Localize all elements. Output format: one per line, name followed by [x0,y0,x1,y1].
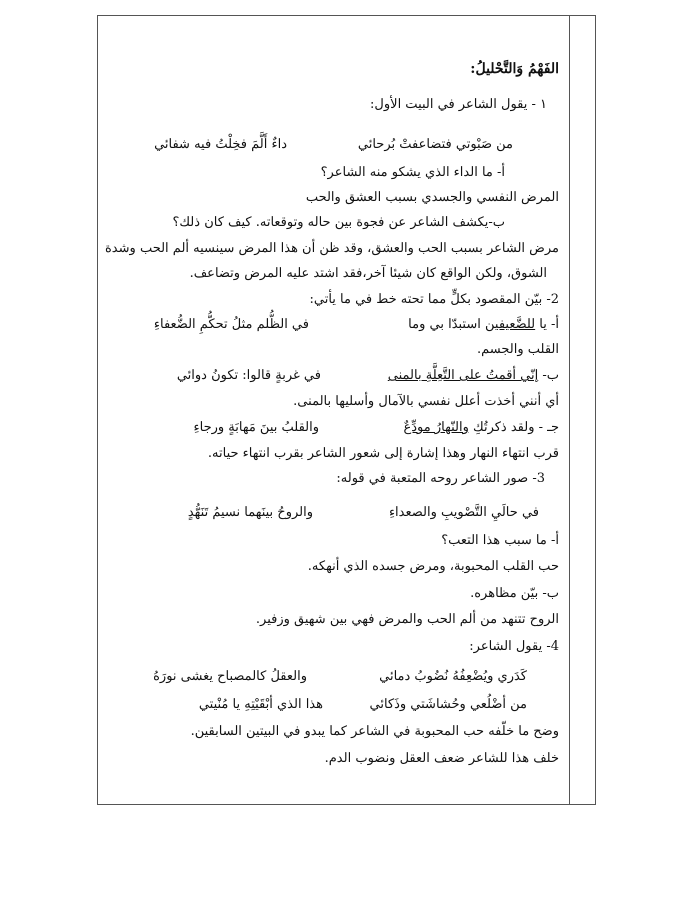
q1-a-answer: المرض النفسي والجسدي بسبب العشق والحب [305,190,559,205]
q2-a-prefix: أ- يا [535,317,559,332]
q2-c-verse-right [403,419,559,437]
q4-verse1-left: كَدَري ويُضْعِفُهُ نُضُوبُ دمائي [379,669,527,684]
q2-intro: 2- بيّن المقصود بكلٍّ مما تحته خط في ما يأتي: [309,292,559,307]
q1-b-answer-2: الشوق، ولكن الواقع كان شيئا آخر،فقد اشتد عليه المرض وتضاعف. [189,266,547,281]
q3-intro: 3- صور الشاعر روحه المتعبة في قوله: [336,471,545,486]
q1-b-answer-1: مرض الشاعر بسبب الحب والعشق، وقد ظن أن هذا المرض سينسيه ألم الحب وشدة [105,241,559,256]
worksheet-content [98,16,569,804]
q3-a-question: أ- ما سبب هذا التعب؟ [441,533,559,548]
q2-c-verse-left: والقلبُ بينَ مَهابَةٍ ورجاءِ [193,420,319,435]
q2-a-verse-right [408,316,559,334]
q2-b-underlined: إنّي أقمتُ على التَّعِلَّةِ بالمنى [387,368,539,383]
q3-verse-left: في حالَيِ التَّصْويبِ والصعداءِ [388,505,539,520]
q4-question: وضح ما خلّفه حب المحبوبة في الشاعر كما يبدو في البيتين السابقين. [190,724,559,739]
q1-b-question: ب-يكشف الشاعر عن فجوة بين حاله وتوقعاته. كيف كان ذلك؟ [172,215,505,230]
section-heading: الفَهْمُ وَالتَّحْليلُ: [470,61,559,77]
q2-b-verse-right [388,367,559,385]
q2-b-answer: أي أنني أخذت أعلل نفسي بالآمال وأسليها بالمنى. [293,394,559,409]
q2-c-prefix: جـ - ولقد ذكرتُكِ [468,420,559,435]
q1-verse-left: من صَبْوتي فتضاعفتْ بُرحائي [357,137,513,152]
q2-b-verse-left: في غربةٍ قالوا: تكونُ دوائي [176,368,321,383]
q4-answer: خلف هذا للشاعر ضعف العقل ونضوب الدم. [324,751,559,766]
q2-a-answer: القلب والجسم. [477,342,559,357]
q2-c-underlined: والنّهارُ مودِّعٌ [403,420,469,435]
q2-c-answer: قرب انتهاء النهار وهذا إشارة إلى شعور الشاعر بقرب انتهاء حياته. [207,446,559,461]
q1-verse-right: داءٌ أَلَّمَ فخِلْتُ فيه شفائي [154,137,287,152]
q2-b-prefix: ب- [538,368,559,383]
q1-a-question: أ- ما الداء الذي يشكو منه الشاعر؟ [320,165,505,180]
q3-b-answer: الروح تتنهد من ألم الحب والمرض فهي بين شهيق وزفير. [255,612,559,627]
q1-intro: ١ - يقول الشاعر في البيت الأول: [370,97,547,112]
q3-verse-right: والروحُ بينَهما نسيمُ تَنَهُّدٍ [187,505,313,520]
q3-b-question: ب- بيّن مظاهره. [470,586,559,601]
q4-verse2-left: من أضْلُعي وحُشاشَتي وذَكائي [369,697,527,712]
q4-verse1-right: والعقلُ كالمصباح يغشى نورَهُ [153,669,307,684]
q2-a-underlined: للضَّعيفين [485,317,536,332]
q3-a-answer: حب القلب المحبوبة، ومرض جسده الذي أنهكه. [307,559,559,574]
q2-a-rest: استبدّا بي وما [408,317,485,332]
q4-verse2-right: هذا الذي أبْقَيْتِهِ يا مُنْيتي [198,697,323,712]
column-divider [569,16,570,804]
q4-intro: 4- يقول الشاعر: [469,639,559,654]
q2-a-verse-left: في الظُّلم مثلُ تحكُّمِ الضُّعفاءِ [153,317,309,332]
worksheet-frame [97,15,596,805]
